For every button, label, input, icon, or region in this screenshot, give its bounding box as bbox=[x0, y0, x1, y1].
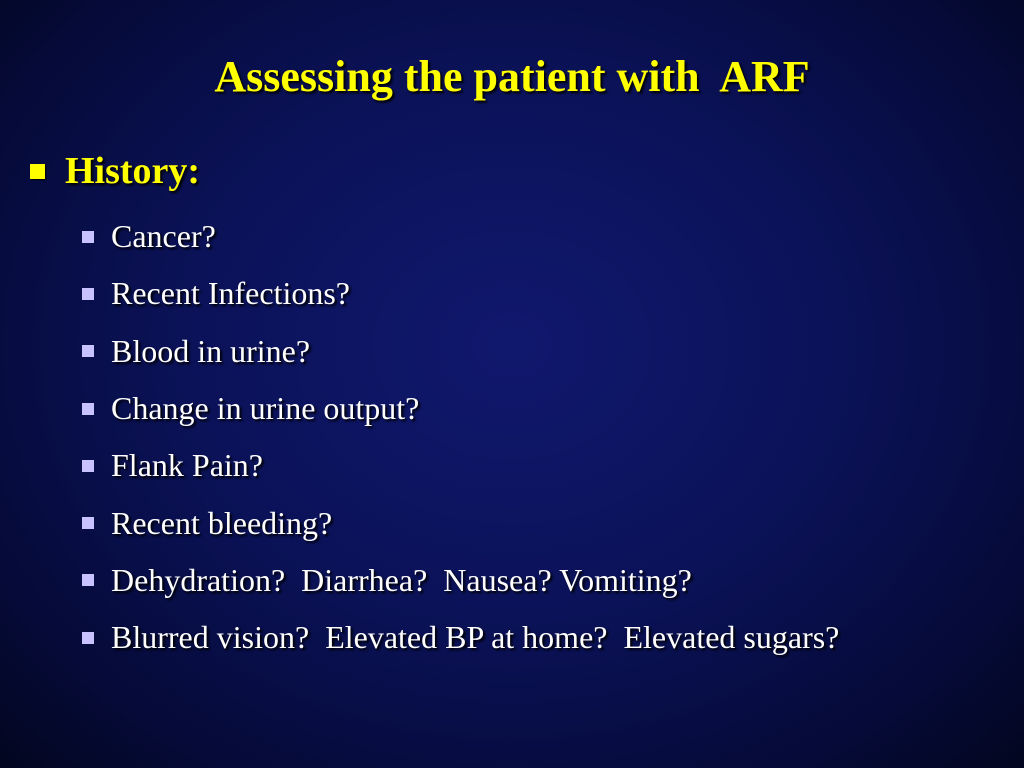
square-bullet-icon bbox=[82, 403, 94, 415]
list-item bbox=[82, 437, 839, 494]
history-heading: History: bbox=[65, 150, 201, 192]
list-item-text: Flank Pain? bbox=[111, 447, 263, 484]
list-item bbox=[82, 609, 839, 666]
square-bullet-icon bbox=[82, 345, 94, 357]
list-item bbox=[82, 208, 839, 265]
square-bullet-icon bbox=[82, 632, 94, 644]
list-item bbox=[82, 494, 839, 551]
list-item bbox=[82, 323, 839, 380]
list-item-text: Blurred vision? Elevated BP at home? Elevated sugars? bbox=[111, 619, 840, 656]
square-bullet-icon bbox=[82, 517, 94, 529]
list-item bbox=[82, 552, 839, 609]
square-bullet-icon bbox=[82, 574, 94, 586]
history-list bbox=[82, 208, 839, 666]
slide-title: Assessing the patient with ARF bbox=[214, 52, 810, 101]
list-item-text: Recent bleeding? bbox=[111, 504, 333, 541]
list-item bbox=[82, 380, 839, 437]
list-item-text: Blood in urine? bbox=[111, 332, 311, 369]
square-bullet-icon bbox=[82, 231, 94, 243]
square-bullet-icon bbox=[30, 164, 45, 179]
list-item-text: Cancer? bbox=[111, 218, 216, 255]
list-item bbox=[82, 265, 839, 322]
square-bullet-icon bbox=[82, 288, 94, 300]
list-item-text: Recent Infections? bbox=[111, 275, 350, 312]
square-bullet-icon bbox=[82, 460, 94, 472]
list-item-text: Dehydration? Diarrhea? Nausea? Vomiting? bbox=[111, 561, 692, 598]
history-heading-row bbox=[30, 148, 200, 194]
list-item-text: Change in urine output? bbox=[111, 390, 420, 427]
